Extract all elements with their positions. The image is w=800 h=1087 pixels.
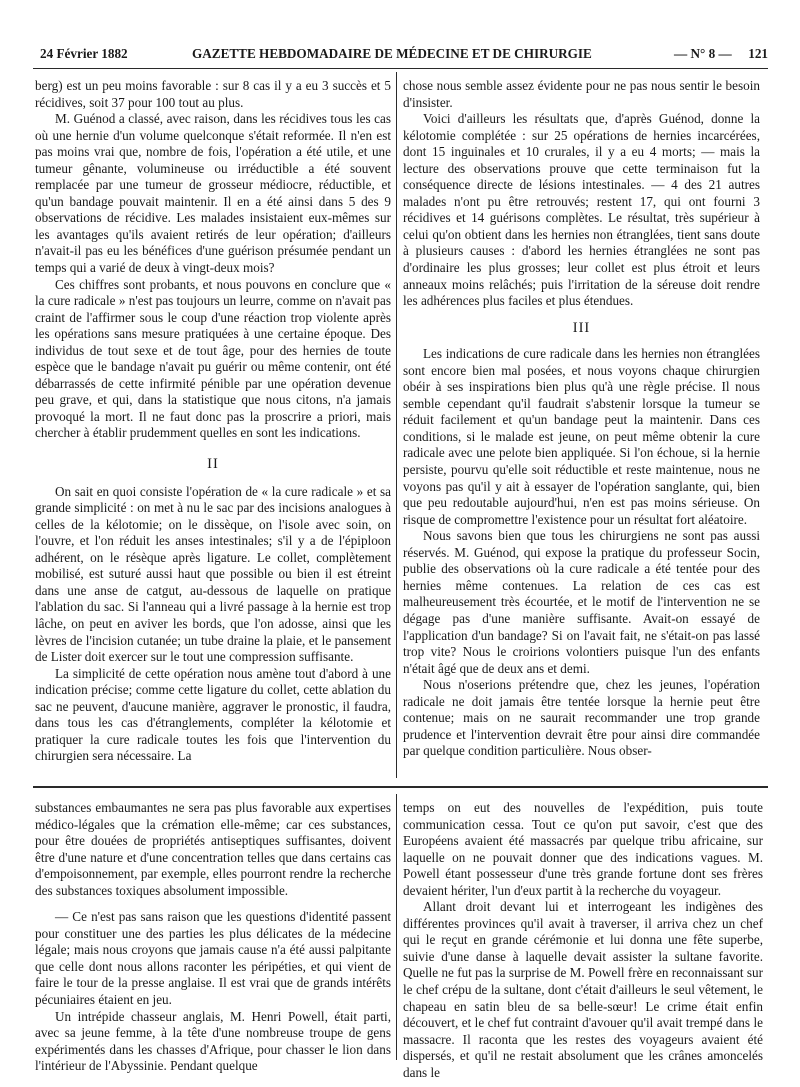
paragraph: Nous savons bien que tous les chirurgiens ne sont pas aussi réservés. M. Guénod, qui expose la pratique du professeur Socin, publie des observations où la cure radicale a été tentée pour des hernies même contenues. La relation de ces cas est malheureusement très écourtée, et le motif de l'intervention ne se dégage pas d'une manière suffisante. Avait-on essayé de l'application d'un bandage? Si on l'avait fait, ne s'était-on pas lassé trop vite? Nous le croirions volontiers puisque l'un des enfants n'était âgé que de deux ans et demi. [403,528,760,676]
paragraph: substances embaumantes ne sera pas plus favorable aux expertises médico-légales que la crémation elle-même; car ces substances, pour être douées de propriétés antiseptiques suffisantes, doivent être d'une nature et d'une concentration telles que dans certains cas d'empoisonnement, par exemple, elles pourront rendre la recherche des substances toxiques absolument impossible. [35,800,391,898]
paragraph: temps on eut des nouvelles de l'expédition, puis toute communication cessa. Tout ce qu'on put savoir, c'est que des Européens avaient été massacrés par quelque tribu africaine, sur laquelle on ne pouvait donner que des indications vagues. M. Powell étant possesseur d'une très grande fortune dont ses frères devaient hériter, l'un d'eux partit à la recherche du voyageur. [403,800,763,898]
upper-column-divider [396,72,397,778]
paragraph: Nous n'oserions prétendre que, chez les jeunes, l'opération radicale ne doit jamais être tentée lorsque la hernie peut être contenue; mais on ne saurait recommander une trop grande prudence et l'intervention devrait être pour ainsi dire commandée par quelque condition particulière. Nous obser- [403,677,760,759]
paragraph: berg) est un peu moins favorable : sur 8 cas il y a eu 3 succès et 5 récidives, soit 37 pour 100 tout au plus. [35,78,391,110]
paragraph: Ces chiffres sont probants, et nous pouvons en conclure que « la cure radicale » n'est pas toujours un leurre, comme on n'avait pas craint de l'affirmer sous le coup d'une réaction trop violente après les opérations sans mesure pratiquées à une certaine époque. Des individus de tout sexe et de tout âge, pour des hernies de toute espèce que le bandage n'avait pu guérir ou même contenir, ont été débarrassés de cette infirmité pénible par une opération devenue peu grave, et qui, dans la statistique que nous citons, n'a jamais provoqué la mort. Il ne faut donc pas la proscrire a priori, mais chercher à établir prudemment quelles en sont les indications. [35,276,391,441]
lower-left-column [35,800,391,1075]
section-separator-rule [33,786,768,788]
paragraph: — Ce n'est pas sans raison que les questions d'identité passent pour constituer une des parties les plus délicates de la médecine légale; mais nous croyons que jamais cause n'a été aussi palpitante que celle dont nous allons raconter les péripéties, et qui vient de faire le tour de la presse anglaise. Il est vrai que de grands intérêts pécuniaires étaient en jeu. [35,909,391,1008]
paragraph: On sait en quoi consiste l'opération de « la cure radicale » et sa grande simplicité : on met à nu le sac par des incisions analogues à celles de la kélotomie; on le dissèque, on l'isole avec soin, on l'ouvre, et l'on réduit les anses intestinales; s'il y a de l'épiploon adhérent, on le résèque après ligature. Le collet, complètement mobilisé, est suturé aussi haut que possible ou bien il est étreint dans une anse de catgut, au-dessous de laquelle on pratique l'ablation du sac. Si l'anneau qui a livré passage à la hernie est trop lâche, on peut en aviver les bords, que l'on adosse, ainsi que les lèvres de l'incision cutanée; un tube draine la plaie, et le pansement de Lister doit exercer sur le tout une compression suffisante. [35,483,391,665]
paragraph: M. Guénod a classé, avec raison, dans les récidives tous les cas où une hernie d'un volume quelconque s'était reformée. Il n'en est pas moins vrai que, nombre de fois, l'opération a été utile, et une tumeur gênante, volumineuse ou irréductible a été souvent remplacée par une tumeur de grosseur médiocre, réductible, et qu'un bandage pouvait maintenir. Il en a été ainsi dans 5 des 9 observations de récidive. Les malades insistaient eux-mêmes sur les avantages qu'ils avaient retirés de leur opération; d'ailleurs n'avait-il pas eu les bénéfices d'une guérison présumée pendant un temps qui a varié de deux à vingt-deux mois? [35,111,391,276]
upper-right-column [403,78,760,760]
paragraph: chose nous semble assez évidente pour ne pas nous sentir le besoin d'insister. [403,78,760,110]
page-number: 121 [748,46,768,61]
header-rule [33,68,768,69]
issue-number: — N° 8 — [674,46,732,61]
paragraph: Voici d'ailleurs les résultats que, d'après Guénod, donne la kélotomie complétée : sur 25 opérations de hernies incarcérées, dont 15 inguinales et 10 crurales, il y a eu 4 morts; — mais la lecture des observations prouve que cette terminaison fut la conséquence directe de lésions intestinales. — 4 des 21 autres malades n'ont pu être retrouvés; restent 17, qui ont fourni 3 récidives et 14 guérisons complètes. Le résultat, très supérieur à celui qu'on obtient dans les hernies non étranglées, tient sans doute à plusieurs causes : d'abord les hernies étranglées ne sont pas d'ordinaire les plus grosses; leur collet est plus étroit et leurs anneaux moins relâchés; puis l'irritation de la séreuse doit rendre les adhérences plus faciles et plus étendues. [403,111,760,309]
paragraph: Un intrépide chasseur anglais, M. Henri Powell, était parti, avec sa jeune femme, à la tête d'une nombreuse troupe de gens expérimentés dans les chasses d'Afrique, pour chasser le lion dans l'intérieur de l'Abyssinie. Pendant quelque [35,1008,391,1074]
lower-right-column [403,800,763,1081]
upper-left-column [35,78,391,765]
paragraph: Les indications de cure radicale dans les hernies non étranglées sont encore bien mal posées, et nous voyons chaque chirurgien obéir à ses inspirations bien plus qu'à une règle précise. Il nous semble cependant qu'il faudrait s'abstenir lorsque la tumeur se réduit facilement et qu'un bandage peut la maintenir. Dans ces conditions, si le malade est jeune, on peut même obtenir la cure radicale avec une pelote bien appliquée. Si l'on échoue, si la hernie persiste, pourvu qu'elle soit réductible et reste maintenue, nous ne voyons pas qu'il y ait à essayer de l'opération sanglante, qui, bien que peu redoutable aujourd'hui, n'en est pas moins sérieuse. On risque de compromettre l'existence pour un résultat fort aléatoire. [403,346,760,527]
paragraph: Allant droit devant lui et interrogeant les indigènes des différentes provinces qu'il avait à traverser, il arriva chez un chef qui le reçut en grande cérémonie et lui donna une fête superbe, suivie d'une danse à laquelle devait assister la sultane favorite. Quelle ne fut pas la surprise de M. Powell frère en reconnaissant sur le chef crépu de la sultane, dont c'était d'ailleurs le seul vêtement, le chapeau en satin bleu de sa belle-sœur! Le crime était enfin découvert, et le chef fut contraint d'avouer qu'il avait trempé dans le massacre. Il raconta que les restes des voyageurs avaient été dispersés, et qu'il ne restait absolument que les crânes amoncelés dans le [403,899,763,1080]
section-heading-iii: III [572,319,591,336]
journal-title: GAZETTE HEBDOMADAIRE DE MÉDECINE ET DE CHIRURGIE [192,46,592,61]
running-header [40,44,768,64]
section-heading-ii: II [207,456,219,473]
header-date: 24 Février 1882 [40,46,128,61]
lower-column-divider [396,794,397,1060]
paragraph: La simplicité de cette opération nous amène tout d'abord à une indication précise; comme cette ligature du collet, cette ablation du sac ne peuvent, d'aucune manière, aggraver le pronostic, il faudra, dans tous les cas d'étranglements, compléter la kélotomie et pratiquer la cure radicale toutes les fois que l'intervention du chirurgien sera nécessaire. La [35,665,391,764]
